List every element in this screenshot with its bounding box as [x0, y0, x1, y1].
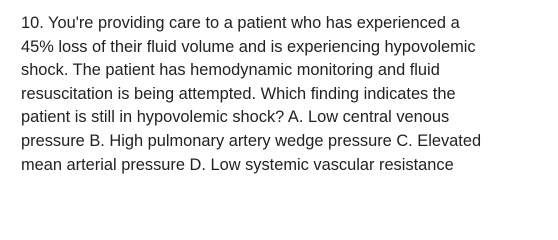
- question-text: 10. You're providing care to a patient who has experienced a 45% loss of their fluid volume and is experiencing hypovolemic shock. The patient has hemodynamic monitoring and fluid resuscitation is being attempted. Which finding indicates the patient is still in hypovolemic shock? A. Low central venous pressure B. High pulmonary artery wedge pressure C. Elevated mean arterial pressure D. Low systemic vascular resistance: [21, 14, 482, 174]
